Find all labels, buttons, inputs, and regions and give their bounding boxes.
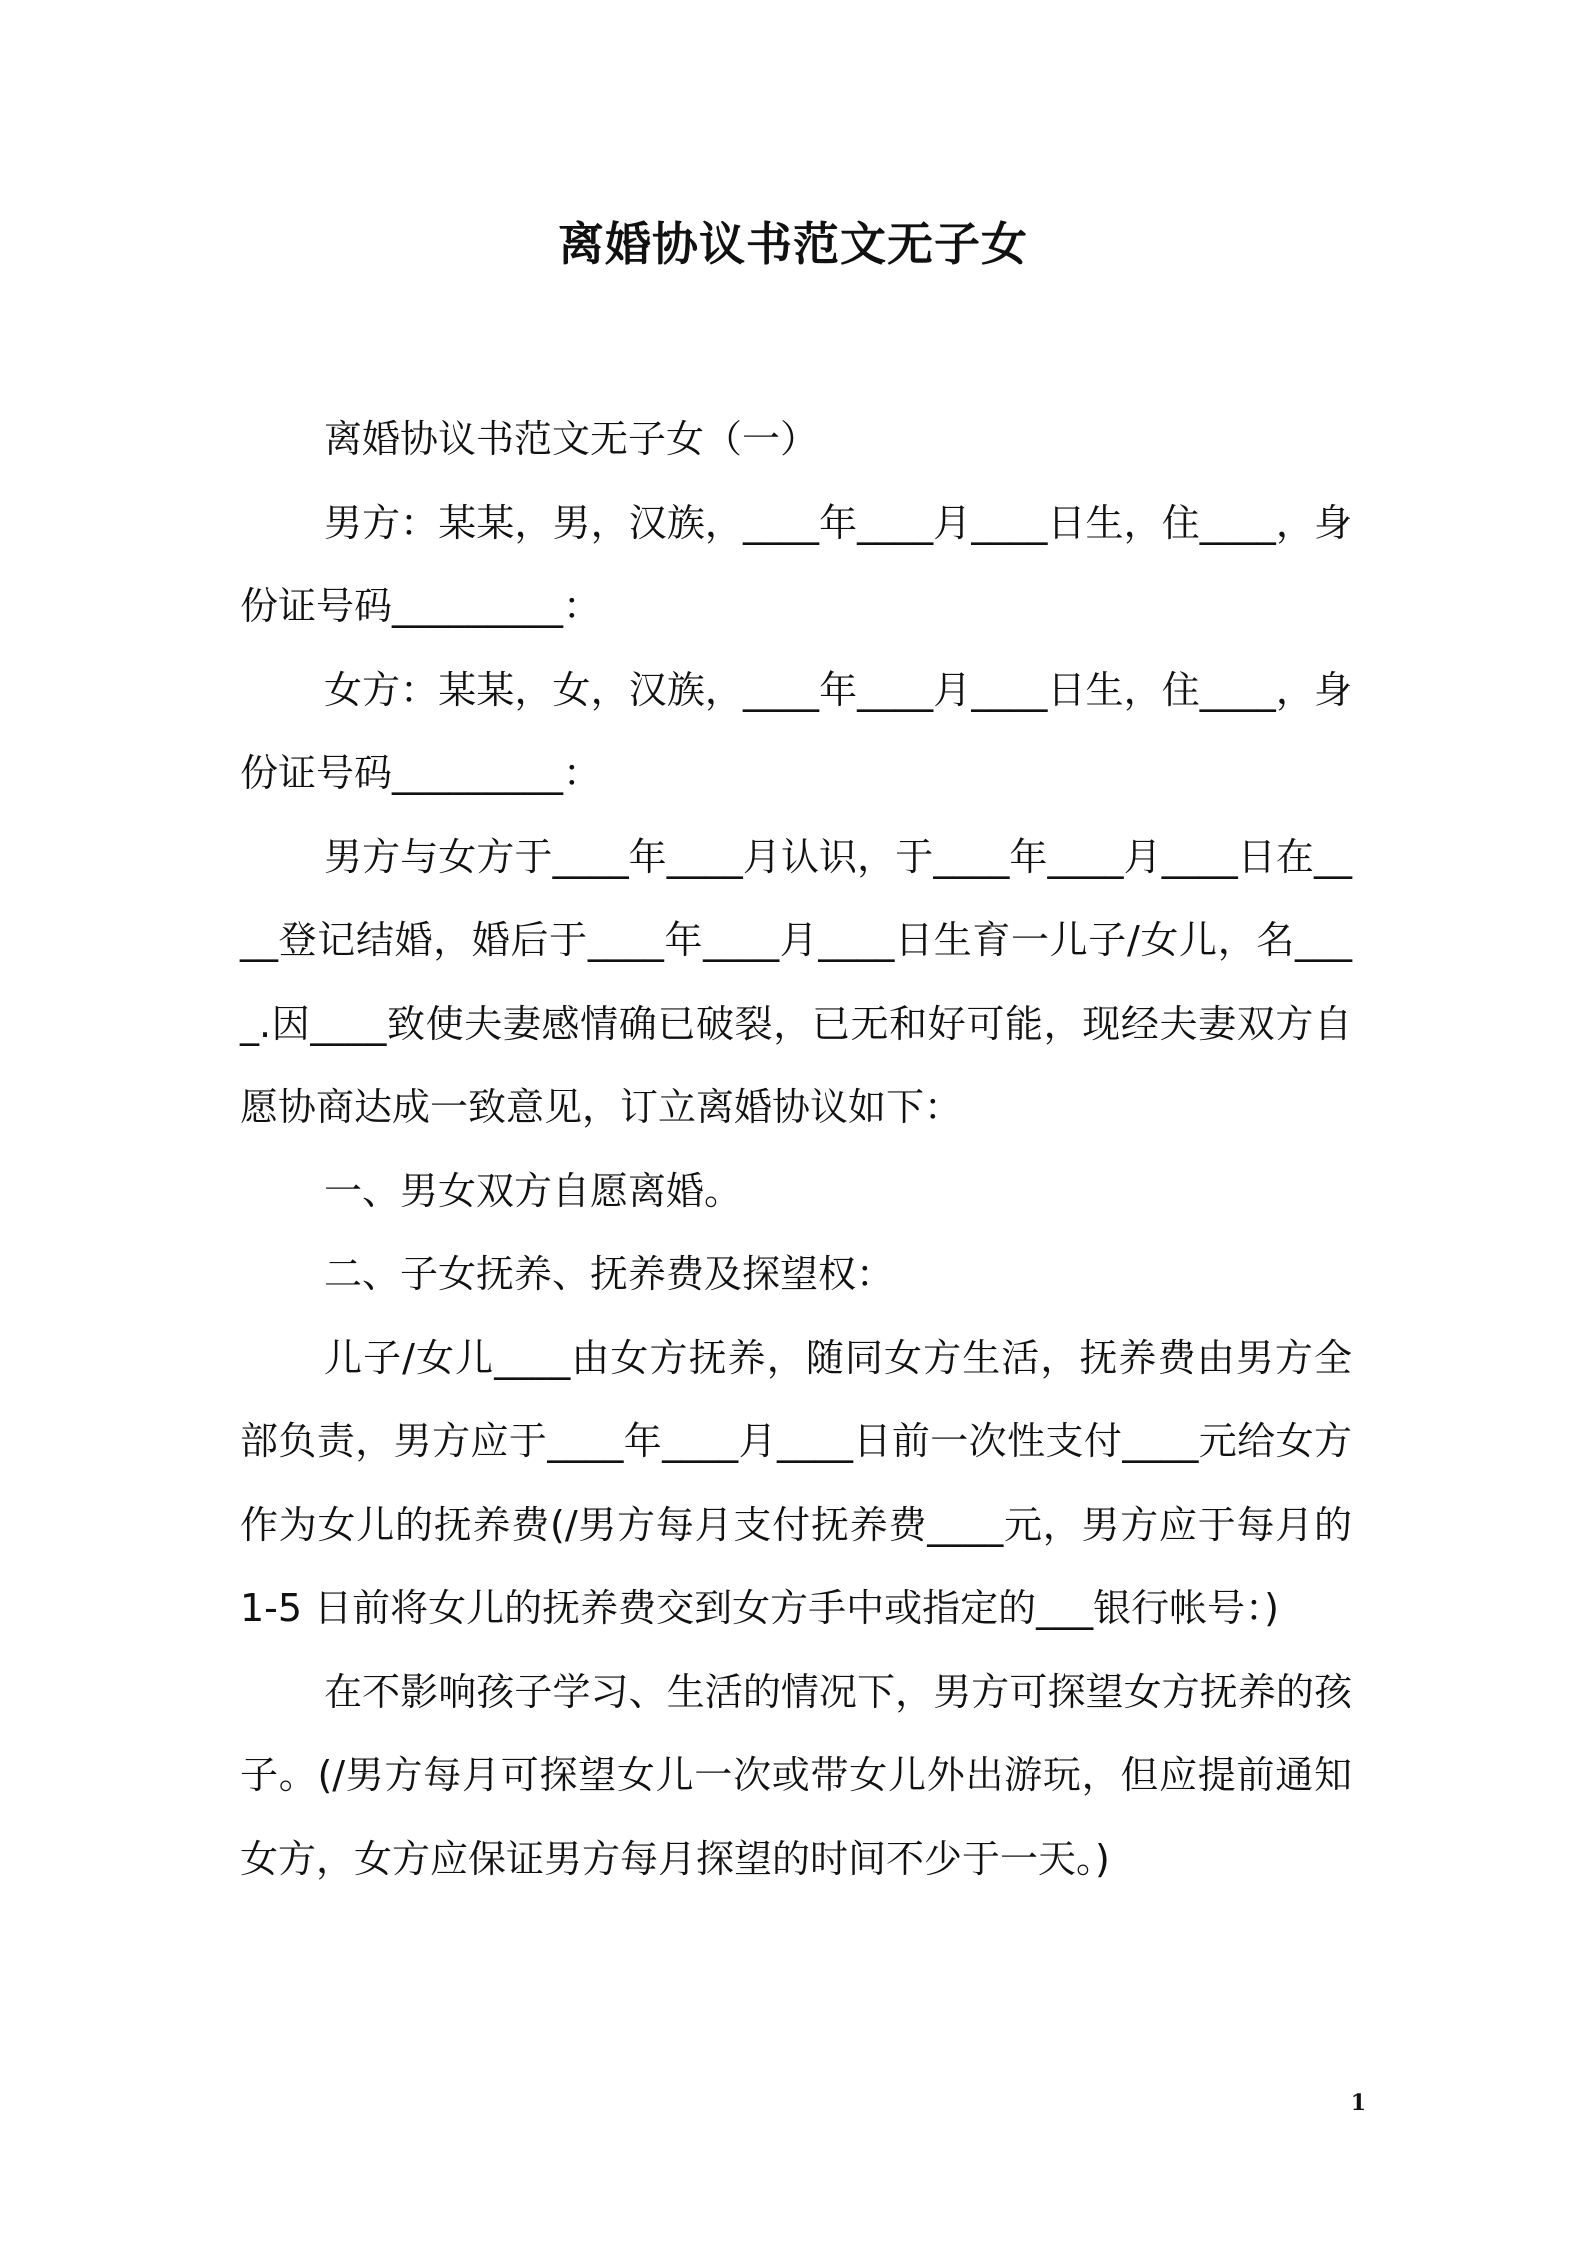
document-title: 离婚协议书范文无子女 — [558, 217, 1028, 271]
page-number: 1 — [1350, 2090, 1366, 2116]
visitation-paragraph: 在不影响孩子学习、生活的情况下，男方可探望女方抚养的孩子。(/男方每月可探望女儿一次或带女儿外出游玩，但应提前通知女方，女方应保证男方每月探望的时间不少于一天。) — [240, 1669, 1352, 1881]
document-body — [240, 398, 1352, 1901]
clause-one-paragraph: 一、男女双方自愿离婚。 — [324, 1168, 743, 1213]
clause-two-paragraph: 二、子女抚养、抚养费及探望权： — [324, 1252, 895, 1296]
background-paragraph: 男方与女方于____年____月认识，于____年____月____日在____登记结婚，婚后于____年____月____日生育一儿子/女儿，名____.因____致使夫妻感情确已破裂，已无和好可能，现经夫妻双方自愿协商达成一致意见，订立离婚协议如下： — [240, 834, 1352, 1129]
section-heading: 离婚协议书范文无子女（一） — [324, 417, 819, 461]
child-support-paragraph: 儿子/女儿____由女方抚养，随同女方生活，抚养费由男方全部负责，男方应于____年____月____日前一次性支付____元给女方作为女儿的抚养费(/男方每月支付抚养费____元，男方应于每月的 1-5 日前将女儿的抚养费交到女方手中或指定的___银行帐号：) — [240, 1335, 1352, 1630]
male-party-paragraph: 男方：某某，男，汉族，____年____月____日生，住____，身份证号码_________： — [240, 500, 1352, 628]
female-party-paragraph: 女方：某某，女，汉族，____年____月____日生，住____，身份证号码_________： — [240, 667, 1352, 795]
